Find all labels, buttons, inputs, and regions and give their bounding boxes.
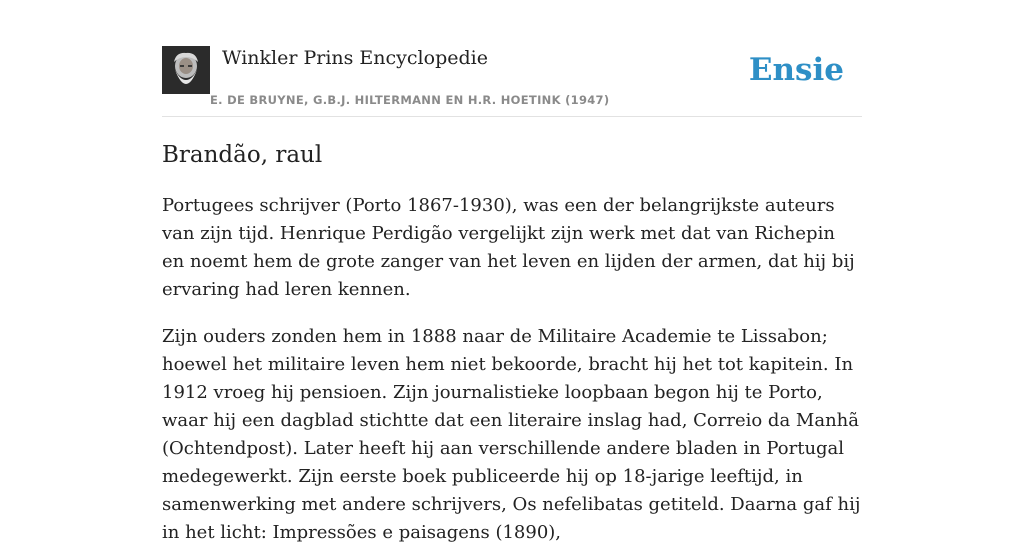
- article-paragraph: Zijn ouders zonden hem in 1888 naar de Militaire Academie te Lissabon; hoewel het militaire leven hem niet bekoorde, bracht hij het tot kapitein. In 1912 vroeg hij pensioen. Zijn journalistieke loopbaan begon hij te Porto, waar hij een dagblad stichtte dat een literaire inslag had, Correio da Manhã (Ochtendpost). Later heeft hij aan verschillende andere bladen in Portugal medegewerkt. Zijn eerste boek publiceerde hij op 18-jarige leeftijd, in samenwerking met andere schrijvers, Os nefelibatas getiteld. Daarna gaf hij in het licht: Impressões e paisagens (1890),: [162, 326, 861, 543]
- article-title: Brandão, raul: [162, 142, 323, 168]
- source-authors: E. DE BRUYNE, G.B.J. HILTERMANN EN H.R. HOETINK (1947): [210, 93, 610, 107]
- author-portrait-icon: [162, 46, 210, 94]
- article: [162, 138, 862, 547]
- source-title[interactable]: Winkler Prins Encyclopedie: [222, 47, 488, 69]
- author-avatar[interactable]: [162, 46, 210, 94]
- article-paragraph: Portugees schrijver (Porto 1867-1930), was een der belangrijkste auteurs van zijn tijd. Henrique Perdigão vergelijkt zijn werk met dat van Richepin en noemt hem de grote zanger van het leven en lijden der armen, dat hij bij ervaring had leren kennen.: [162, 195, 855, 300]
- ensie-logo-link[interactable]: Ensie: [748, 52, 844, 88]
- source-header: [162, 46, 862, 117]
